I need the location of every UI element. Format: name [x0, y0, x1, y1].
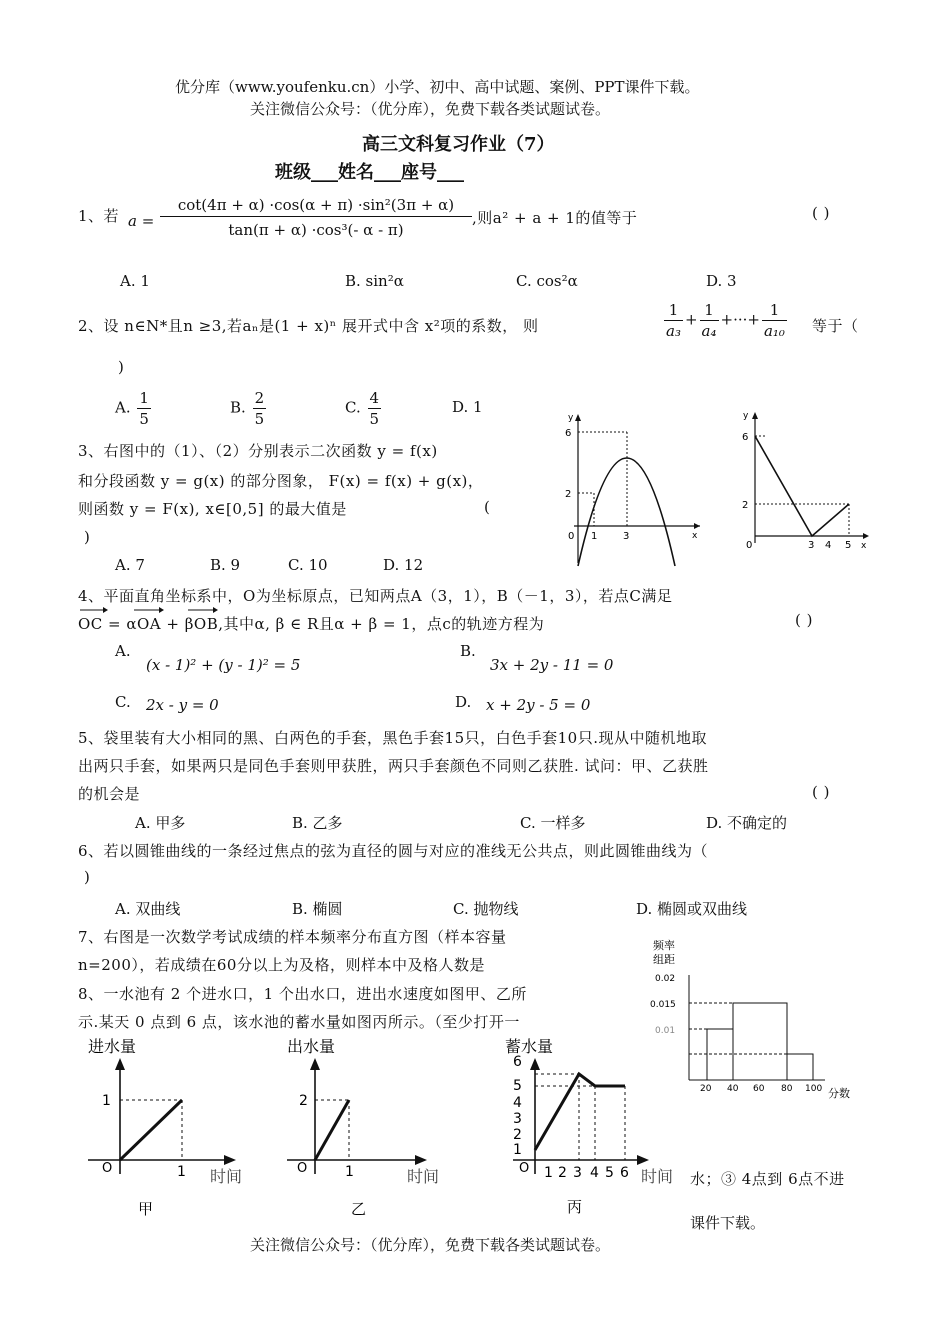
q2-option-b-label: B. [230, 398, 246, 417]
q8-gb-y-label: 出水量 [287, 1037, 336, 1056]
q7-hist-x-20: 20 [700, 1084, 712, 1094]
q8-gc-x-label: 时间 [641, 1167, 674, 1186]
q3-g1-tick-x3: 3 [623, 531, 630, 542]
q2-option-a-den: 5 [139, 410, 149, 428]
q2-f3-num: 1 [762, 300, 787, 321]
q2-option-a-label: A. [115, 398, 131, 417]
q3-option-a: A. 7 [115, 556, 145, 574]
q8-gc-caption: 丙 [567, 1198, 583, 1216]
q5-line-2: 出两只手套，如果两只是同色手套则甲获胜，两只手套颜色不同则乙获胜. 试问：甲、乙获胜 [78, 757, 709, 775]
q4-line-2: OC = αOA + βOB,其中α, β ∈ R且α + β = 1，点c的轨迹方程为 [78, 615, 545, 633]
q1-option-d: D. 3 [706, 272, 737, 290]
q8-gc-y-label: 蓄水量 [505, 1037, 554, 1056]
q5-answer-paren: ( ) [812, 783, 830, 801]
q6-option-b: B. 椭圆 [292, 900, 343, 918]
q2-option-a [115, 388, 153, 429]
q3-line-3: 则函数 y = F(x), x∈[0,5] 的最大值是 [78, 500, 347, 518]
q3-g2-y-label: y [743, 411, 749, 421]
q6-option-d: D. 椭圆或双曲线 [636, 900, 748, 918]
header-line-2: 关注微信公众号：（优分库），免费下载各类试题试卷。 [250, 100, 611, 118]
q2-dots: +···+ [720, 310, 760, 329]
q7-hist-tick-0.02: 0.02 [655, 974, 676, 984]
q7-line-1: 7、右图是一次数学考试成绩的样本频率分布直方图（样本容量 [78, 928, 507, 946]
q8-gc-tick-6: 6 [513, 1054, 522, 1070]
page-title: 高三文科复习作业（7） [362, 134, 555, 155]
q8-gc-x-2: 2 [558, 1165, 567, 1181]
q2-option-c [345, 388, 383, 429]
q2-option-b [230, 388, 268, 429]
q2-f1-den: a₃ [666, 322, 681, 340]
q7-hist-x-80: 80 [781, 1084, 793, 1094]
q6-line-2: ) [84, 868, 91, 886]
q8-graph-inflow-a [80, 1032, 270, 1222]
q2-paren-close: ) [118, 358, 125, 376]
q8-ga-origin: O [102, 1161, 113, 1176]
q6-option-c: C. 抛物线 [453, 900, 519, 918]
q8-gc-tick-3: 3 [513, 1111, 522, 1127]
q3-option-c: C. 10 [288, 556, 328, 574]
q7-hist-x-label: 分数 [828, 1087, 850, 1100]
q4-option-b: 3x + 2y - 11 = 0 [490, 656, 614, 674]
q2-f2-den: a₄ [701, 322, 717, 340]
q2-option-c-den: 5 [369, 410, 380, 428]
q8-graph-storage-c [495, 1032, 690, 1222]
q1-fraction [160, 196, 472, 239]
q8-tail: 水；③ 4点到 6点不进 [690, 1170, 845, 1188]
q3-g1-y-label: y [568, 413, 574, 423]
q3-g1-tick-2: 2 [565, 489, 572, 500]
q3-g2-tick-5: 5 [845, 540, 852, 551]
q7-hist-tick-0.01: 0.01 [655, 1026, 676, 1036]
q3-graph-2 [735, 408, 875, 558]
q3-g2-x-label: x [861, 541, 867, 551]
q3-g2-tick-6: 6 [742, 432, 749, 443]
q1-option-a: A. 1 [120, 272, 150, 290]
q8-graph-outflow-b [285, 1032, 465, 1222]
q8-ga-y-label: 进水量 [88, 1037, 137, 1056]
q5-option-b: B. 乙多 [292, 814, 343, 832]
q1-denominator: tan(π + α) ·cos³(- α - π) [228, 221, 404, 239]
q2-option-b-den: 5 [254, 410, 265, 428]
q7-bar-80-100 [787, 1054, 813, 1080]
q8-gb-origin: O [297, 1161, 308, 1176]
q3-option-b: B. 9 [210, 556, 241, 574]
q3-line-2: 和分段函数 y = g(x) 的部分图象， F(x) = f(x) + g(x)， [78, 472, 484, 490]
q8-ga-x-label: 时间 [210, 1167, 243, 1186]
q1-option-b: B. sin²α [345, 272, 404, 290]
q3-g2-tick-2: 2 [742, 500, 749, 511]
q8-gb-tick-y: 2 [299, 1093, 308, 1109]
q4-option-d: x + 2y - 5 = 0 [486, 696, 591, 714]
q2-text: 2、设 n∈N*且n ≥3,若aₙ是(1 + x)ⁿ 展开式中含 x²项的系数， 则 [78, 317, 539, 335]
q2-option-c-num: 4 [369, 389, 380, 407]
q2-option-b-num: 2 [254, 389, 265, 407]
q8-gc-tick-5: 5 [513, 1078, 522, 1094]
q7-hist-y-label-2: 组距 [653, 953, 675, 966]
q1-tail: ,则a² + a + 1的值等于 [472, 209, 638, 227]
page-subtitle: 班级___姓名___座号___ [275, 162, 464, 183]
q1-answer-paren: ( ) [812, 204, 830, 222]
q4-answer-paren: ( ) [795, 611, 813, 629]
header-line-1: 优分库（www.youfenku.cn）小学、初中、高中试题、案例、PPT课件下载。 [175, 78, 700, 96]
q3-g1-x-label: x [692, 531, 698, 541]
q8-ga-tick-x: 1 [177, 1164, 186, 1180]
q3-line-1: 3、右图中的（1）、（2）分别表示二次函数 y = f(x) [78, 442, 438, 460]
q8-gc-x-3: 3 [573, 1165, 582, 1181]
q6-option-a: A. 双曲线 [115, 900, 181, 918]
footer-right: 课件下载。 [690, 1214, 766, 1232]
q8-line-2: 示.某天 0 点到 6 点，该水池的蓄水量如图丙所示。（至少打开一 [78, 1013, 520, 1031]
q4-option-a: (x - 1)² + (y - 1)² = 5 [146, 656, 301, 674]
q8-gc-x-6: 6 [620, 1165, 629, 1181]
q8-gc-tick-1: 1 [513, 1142, 522, 1158]
q7-hist-y-label-1: 频率 [653, 939, 675, 952]
q8-gc-x-1: 1 [544, 1165, 553, 1181]
q8-line-1: 8、一水池有 2 个进水口，1 个出水口，进出水速度如图甲、乙所 [78, 985, 527, 1003]
q7-hist-x-60: 60 [753, 1084, 765, 1094]
q7-hist-tick-0.015: 0.015 [650, 1000, 676, 1010]
q2-sum-tail: 等于（ [812, 317, 859, 335]
q3-g2-tick-0: 0 [746, 540, 753, 551]
q4-option-d-label: D. [455, 693, 472, 711]
q8-ga-tick-y: 1 [102, 1093, 111, 1109]
q2-sum: $\frac{1}{\text{a₃}}$ + $\frac{1}{\text{a₄}}$ +···+ $\frac{1}{\text{a₁₀}}$ [666, 301, 785, 340]
q1-option-c: C. cos²α [516, 272, 578, 290]
q7-line-2: n=200），若成绩在60分以上为及格，则样本中及格人数是 [78, 956, 485, 974]
q8-gb-x-label: 时间 [407, 1167, 440, 1186]
q2-option-a-num: 1 [139, 389, 149, 407]
q2-f1-num: 1 [664, 300, 683, 321]
q2-f3-den: a₁₀ [763, 322, 785, 340]
q4-option-c: 2x - y = 0 [146, 696, 219, 714]
q8-gc-tick-2: 2 [513, 1127, 522, 1143]
q2-option-d: D. 1 [452, 398, 483, 416]
q8-gb-tick-x: 1 [345, 1164, 354, 1180]
q8-gc-x-4: 4 [590, 1165, 599, 1181]
q1-a-eq: a = [128, 212, 155, 230]
q7-hist-x-100: 100 [805, 1084, 823, 1094]
q5-option-a: A. 甲多 [135, 814, 186, 832]
q8-gc-origin: O [519, 1161, 530, 1176]
q3-g2-tick-4: 4 [825, 540, 832, 551]
q4-option-a-label: A. [115, 642, 131, 660]
q3-paren-close: ) [84, 528, 91, 546]
q8-ga-caption: 甲 [138, 1200, 154, 1218]
q3-g1-tick-6: 6 [565, 428, 572, 439]
q8-gc-x-5: 5 [605, 1165, 614, 1181]
q5-line-1: 5、袋里装有大小相同的黑、白两色的手套，黑色手套15只，白色手套10只.现从中随机地取 [78, 729, 707, 747]
q1-prefix: 1、若 [78, 207, 120, 225]
q3-paren: ( [484, 498, 491, 516]
footer-line: 关注微信公众号：（优分库），免费下载各类试题试卷。 [250, 1236, 611, 1254]
q3-g2-tick-3: 3 [808, 540, 815, 551]
q1-numerator: cot(4π + α) ·cos(α + π) ·sin²(3π + α) [160, 196, 472, 217]
q4-line-1: 4、平面直角坐标系中，O为坐标原点，已知两点A（3，1），B（－1，3），若点C满足 [78, 587, 673, 605]
q8-gc-tick-4: 4 [513, 1095, 522, 1111]
q7-bar-40-80 [733, 1003, 787, 1080]
q4-vector-arrows [80, 606, 330, 614]
q3-graph-1 [560, 408, 710, 568]
q2-f2-num: 1 [700, 300, 719, 321]
q5-line-3: 的机会是 [78, 785, 141, 803]
q2-option-c-label: C. [345, 398, 361, 417]
q3-g1-tick-x1: 1 [591, 531, 598, 542]
q8-gb-caption: 乙 [351, 1200, 367, 1218]
q4-option-c-label: C. [115, 693, 131, 711]
q3-option-d: D. 12 [383, 556, 424, 574]
q5-option-c: C. 一样多 [520, 814, 586, 832]
q4-option-b-label: B. [460, 642, 476, 660]
q5-option-d: D. 不确定的 [706, 814, 788, 832]
q7-hist-x-40: 40 [727, 1084, 739, 1094]
q6-line-1: 6、若以圆锥曲线的一条经过焦点的弦为直径的圆与对应的准线无公共点，则此圆锥曲线为（ [78, 842, 709, 860]
q3-g1-tick-0: 0 [568, 531, 575, 542]
